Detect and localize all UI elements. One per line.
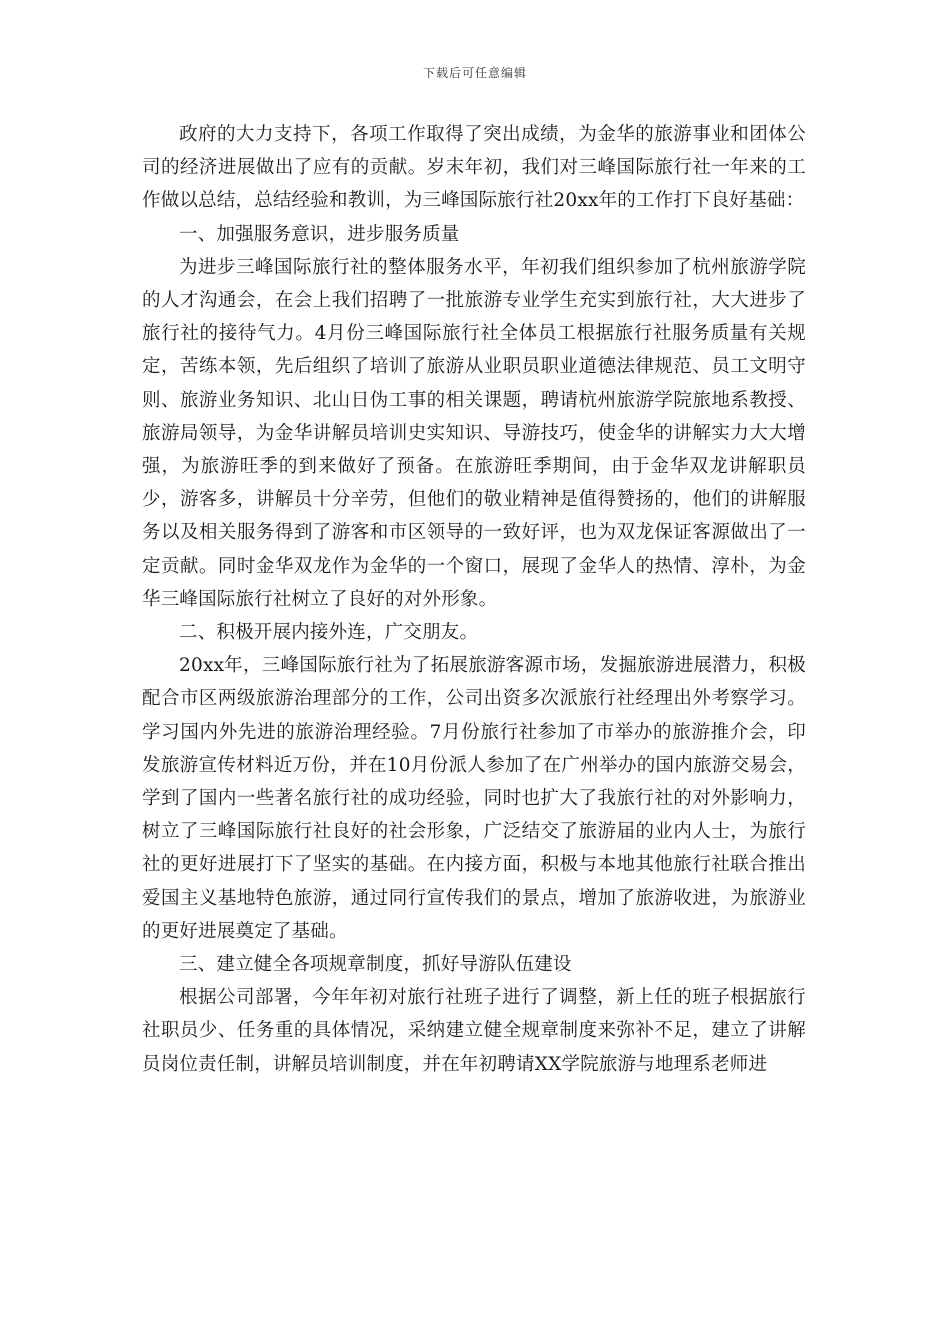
- page-header-note: 下载后可任意编辑: [422, 66, 527, 80]
- section-heading-2: 二、积极开展内接外连，广交朋友。: [179, 622, 479, 644]
- paragraph-section-1: 为进步三峰国际旅行社的整体服务水平，年初我们组织参加了杭州旅游学院的人才沟通会，在会上我们招聘了一批旅游专业学生充实到旅行社，大大进步了旅行社的接待气力。4月份三峰国际旅行社全体员工根据旅行社服务质量有关规定，苦练本领，先后组织了培训了旅游从业职员职业道德法律规范、员工文明守则、旅游业务知识、北山日伪工事的相关课题，聘请杭州旅游学院旅地系教授、旅游局领导，为金华讲解员培训史实知识、导游技巧，使金华的讲解实力大大增强，为旅游旺季的到来做好了预备。在旅游旺季期间，由于金华双龙讲解职员少，游客多，讲解员十分辛劳，但他们的敬业精神是值得赞扬的，他们的讲解服务以及相关服务得到了游客和市区领导的一致好评，也为双龙保证客源做出了一定贡献。同时金华双龙作为金华的一个窗口，展现了金华人的热情、淳朴，为金华三峰国际旅行社树立了良好的对外形象。: [142, 256, 806, 610]
- paragraph-intro: 政府的大力支持下，各项工作取得了突出成绩，为金华的旅游事业和团体公司的经济进展做出了应有的贡献。岁末年初，我们对三峰国际旅行社一年来的工作做以总结，总结经验和教训，为三峰国际旅行社20xx年的工作打下良好基础：: [142, 124, 806, 212]
- paragraph-section-2: 20xx年，三峰国际旅行社为了拓展旅游客源市场，发掘旅游进展潜力，积极配合市区两级旅游治理部分的工作，公司出资多次派旅行社经理出外考察学习。学习国内外先进的旅游治理经验。7月份旅行社参加了市举办的旅游推介会，印发旅游宣传材料近万份，并在10月份派人参加了在广州举办的国内旅游交易会，学到了国内一些著名旅行社的成功经验，同时也扩大了我旅行社的对外影响力，树立了三峰国际旅行社良好的社会形象，广泛结交了旅游届的业内人士，为旅行社的更好进展打下了坚实的基础。在内接方面，积极与本地其他旅行社联合推出爱国主义基地特色旅游，通过同行宣传我们的景点，增加了旅游收进，为旅游业的更好进展奠定了基础。: [142, 655, 806, 942]
- paragraph-section-3: 根据公司部署，今年年初对旅行社班子进行了调整，新上任的班子根据旅行社职员少、任务重的具体情况，采纳建立健全规章制度来弥补不足，建立了讲解员岗位责任制，讲解员培训制度，并在年初聘请XX学院旅游与地理系老师进: [142, 987, 806, 1075]
- section-heading-1: 一、加强服务意识，进步服务质量: [179, 223, 460, 245]
- document-body: [142, 118, 806, 1081]
- section-heading-3: 三、建立健全各项规章制度，抓好导游队伍建设: [179, 954, 572, 976]
